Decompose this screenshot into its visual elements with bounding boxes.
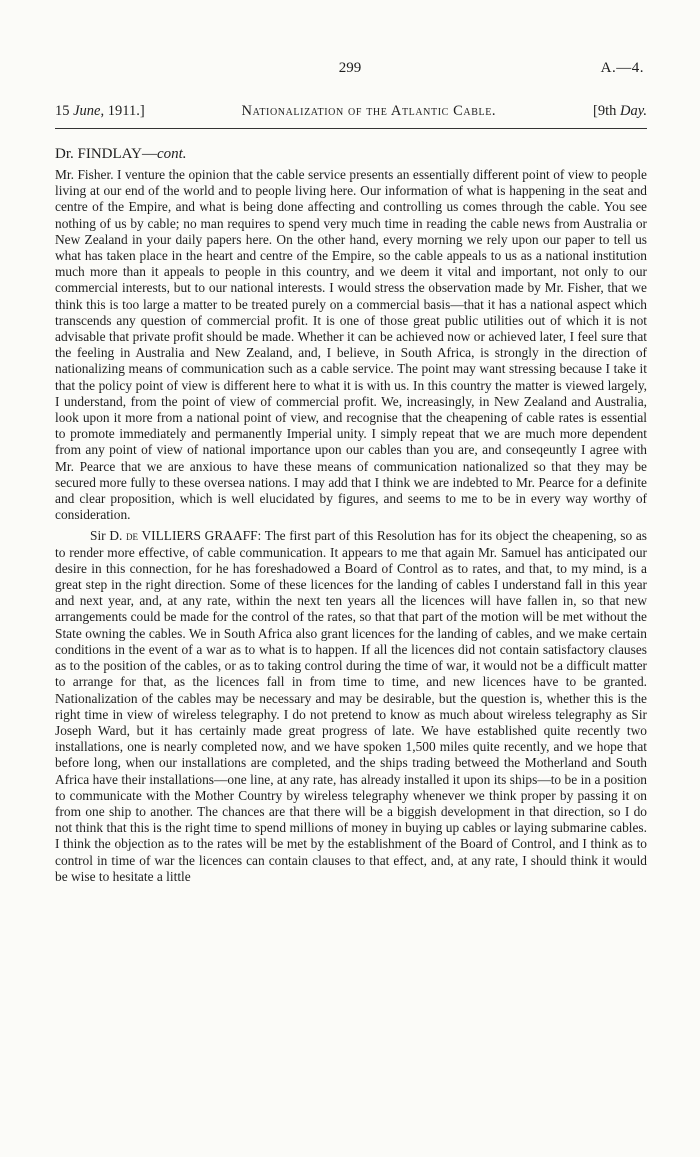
speaker-heading: Dr. FINDLAY—cont. (55, 146, 187, 162)
body-text (55, 167, 647, 885)
series-code: A.—4. (600, 60, 644, 76)
header-title: Nationalization of the Atlantic Cable. (241, 103, 497, 119)
header-date: 15 June, 1911.] (55, 103, 145, 119)
paragraph-graaff: Sir D. de VILLIERS GRAAFF: The first part of this Resolution has for its object the cheapening, so as to render more effective, of cable communication. It appears to me that again Mr. Samuel has anticipated our desire in this connection, for he has foreshadowed a Board of Control as to rates, and that, to my mind, is a great step in the right direction. Some of these licences for the landing of cables I understand fall in this year and next year, and, at any rate, within the next ten years all the licences will have fallen in, so that new arrangements could be made for the control of the rates, so that that part of the motion will be met without the State owning the cables. We in South Africa also grant licences for the landing of cables, and we make certain conditions in the event of a war as to what is to happen. If all the licences did not contain satisfactory clauses as to the position of the cables, or as to taking control during the time of war, it would not be a difficult matter to arrange for that, as the licences fall in from time to time, and new licences have to be granted. Nationalization of the cables may be necessary and may be desirable, but the question is, whether this is the right time in view of wireless telegraphy. I do not pretend to know as much about wireless telegraphy as Sir Joseph Ward, but it has certainly made great progress of late. We have established quite recently two installations, one is nearly completed now, and we have spoken 1,500 miles quite recently, and we hope that before long, when our installations are completed, and the ships trading betweed the Motherland and South Africa have their installations—one line, at any rate, has already installed it upon its ships—to be in a position to communicate with the Mother Country by wireless telegraphy whenever we think proper by passing it on from one ship to another. The chances are that there will be a biggish development in that direction, so I do not think that this is the right time to spend millions of money in buying up cables or laying submarine cables. I think the objection as to the rates will be met by the establishment of the Board of Control, and I think as to control in time of war the licences can contain clauses to that effect, and, at any rate, I should think it would be wise to hesitate a little (55, 528, 648, 884)
paragraph-findlay: Mr. Fisher. I venture the opinion that the cable service presents an essentially different point of view to people living at our end of the world and to people living here. Our information of what is happening in the seat and centre of the Empire, and what is being done affecting and controlling us comes through the cable. You see nothing of us by cable; no man requires to spend very much time in reading the cable news from Australia or New Zealand in your daily papers here. On the other hand, every morning we rely upon our paper to tell us what has taken place in the heart and centre of the Empire, so the cable appeals to us as a national institution much more than it appeals to people in this country, and we deem it vital and important, not only to our commercial interests, but to our national interests. I would stress the observation made by Mr. Fisher, that we think this is too large a matter to be treated purely on a commercial basis—that it has a national aspect which transcends any question of commercial profit. It is one of those great public utilities out of which it is not advisable that private profit should be made. Whether it can be achieved now or achieved later, I feel sure that the feeling in Australia and New Zealand, and, I believe, in South Africa, is strongly in the direction of nationalizing means of communication such as a cable service. The point may want stressing because I take it that the policy point of view is different here to what it is with us. In this country the matter is viewed largely, I understand, from the point of view of commercial profit. We, increasingly, in New Zealand and Australia, look upon it more from a national point of view, and recognise that the cheapening of cable rates is essential to promote immediately and permanently Imperial unity. I simply repeat that we are much more dependent from any point of view of national importance upon our cables than you are, and conseqeuntly I agree with Mr. Pearce that we are anxious to have these means of communication nationalized so that they may be secured more fully to these oversea nations. I may add that I think we are indebted to Mr. Pearce for a definite and clear proposition, which is well elucidated by figures, and seems to me to be in every way worthy of consideration. (55, 167, 647, 523)
speaker-name: Sir D. de VILLIERS GRAAFF (90, 528, 258, 544)
header-rule (55, 128, 647, 129)
page-number: 299 (338, 60, 362, 76)
header-day: [9th Day. (593, 103, 647, 119)
running-head (55, 103, 647, 120)
